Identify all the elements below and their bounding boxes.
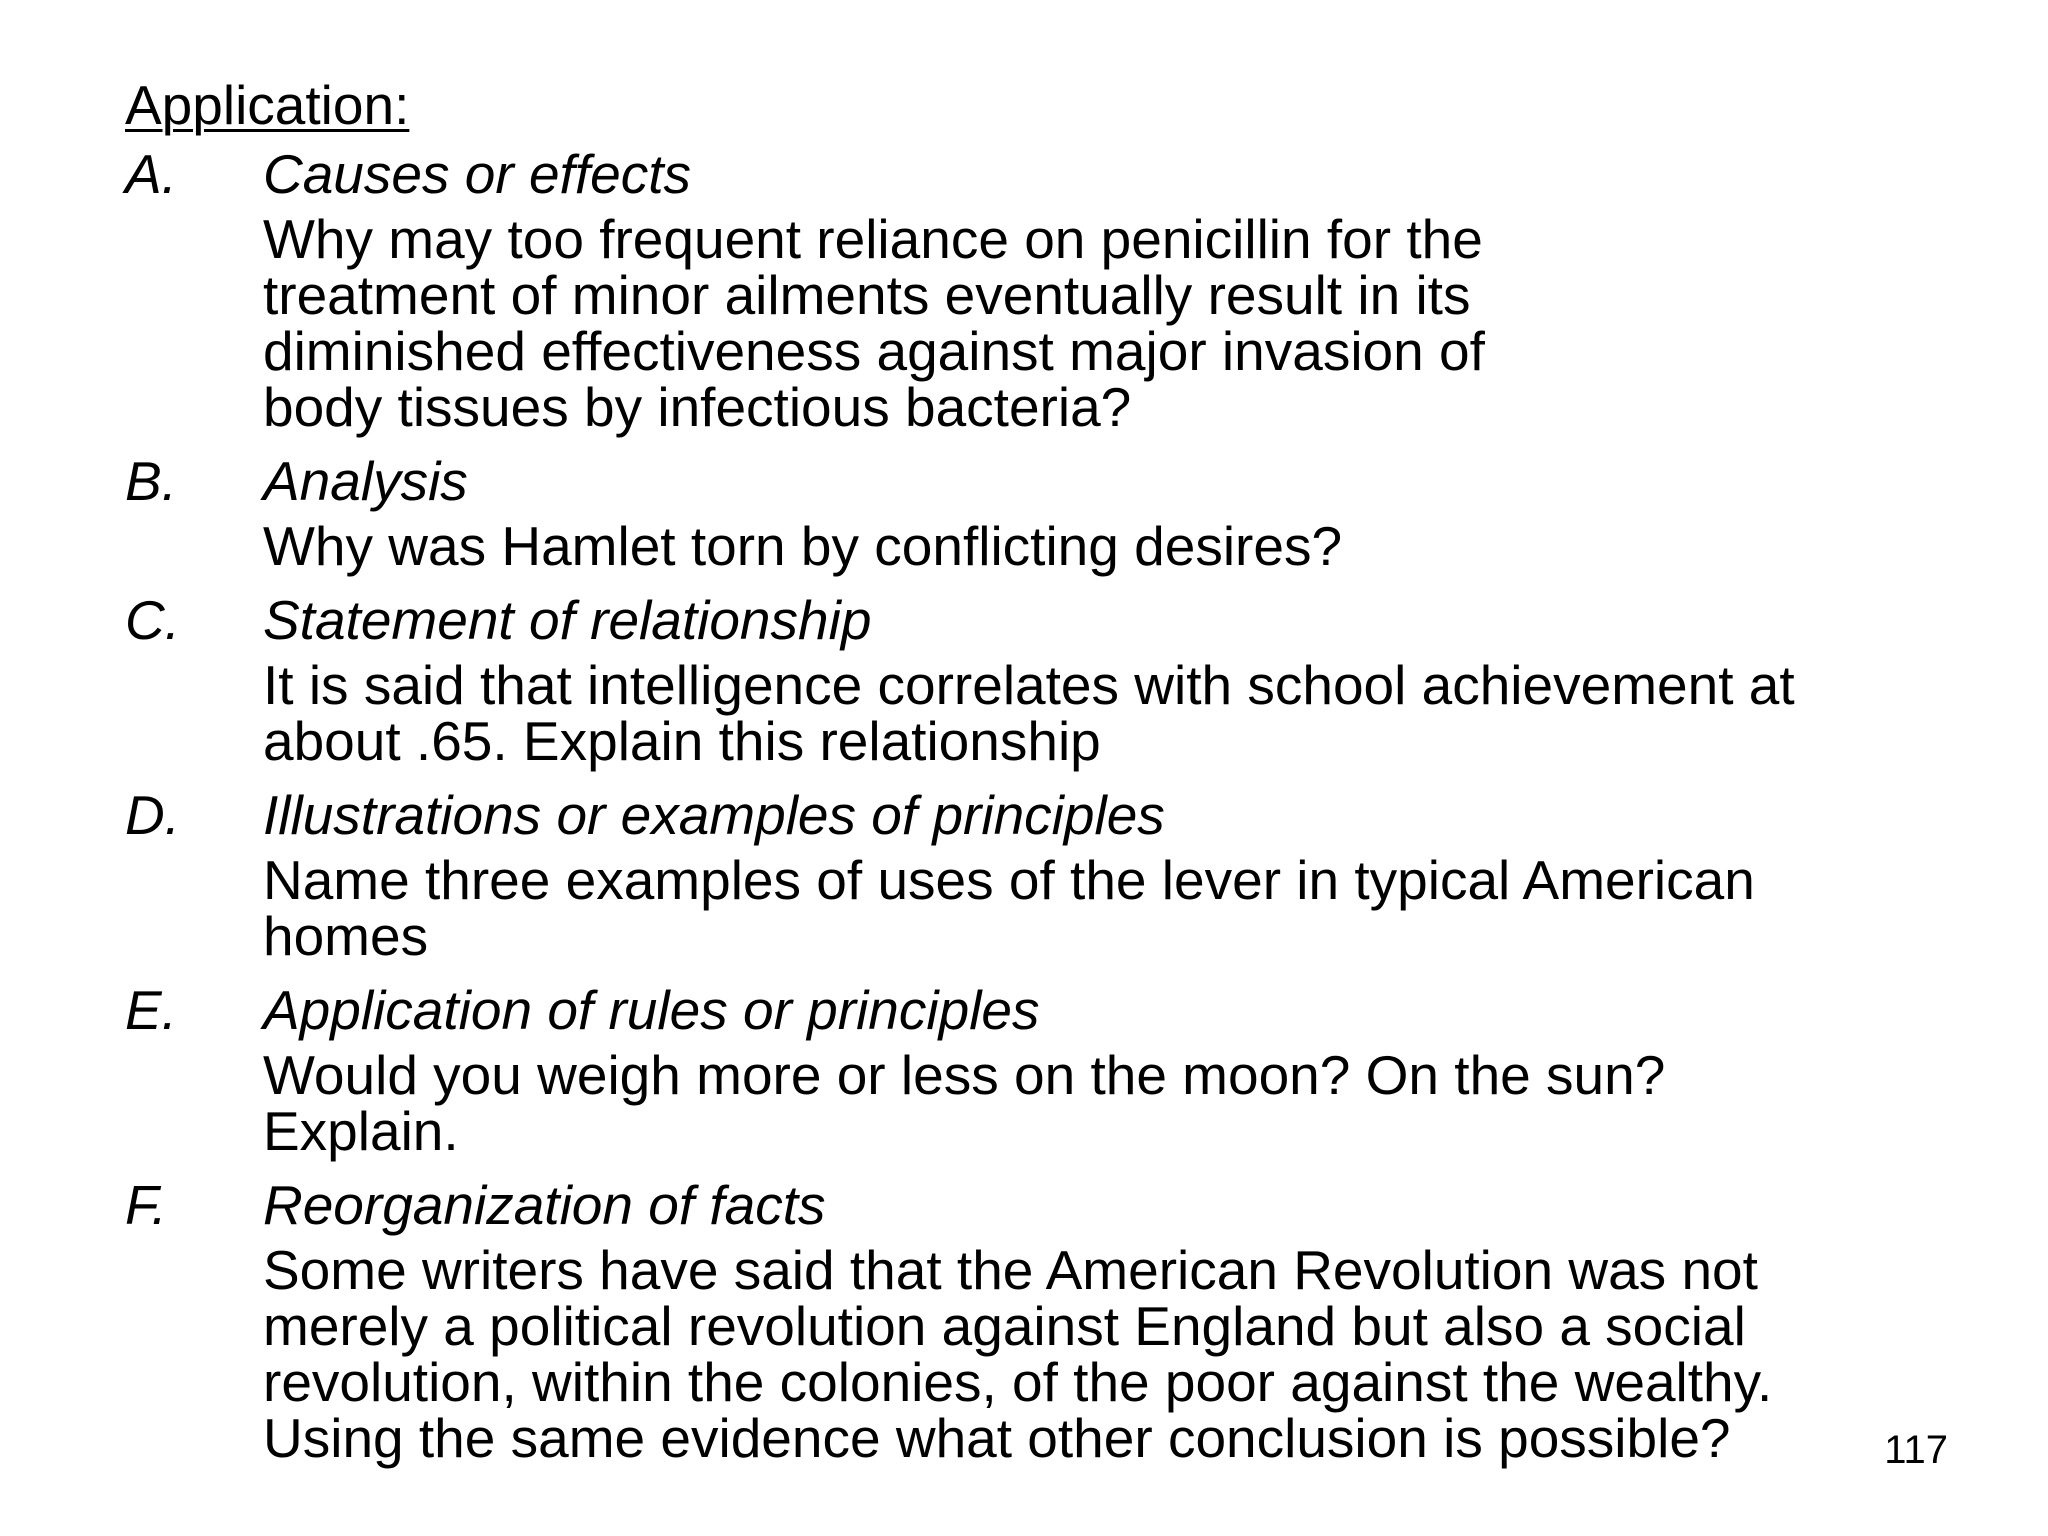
list-item-c (125, 586, 1925, 781)
item-label: Application of rules or principles (263, 979, 1040, 1041)
item-letter: B. (125, 450, 177, 512)
item-example: Name three examples of uses of the lever in typical American homes (263, 849, 1755, 967)
item-label: Analysis (263, 450, 468, 512)
item-label: Reorganization of facts (263, 1174, 826, 1236)
list-item-d (125, 781, 1925, 976)
item-header (125, 140, 1925, 209)
item-example: Would you weigh more or less on the moon? On the sun? Explain. (263, 1044, 1666, 1162)
item-letter: F. (125, 1174, 167, 1236)
item-header (125, 976, 1925, 1045)
list-item-a (125, 140, 1925, 447)
item-header (125, 586, 1925, 655)
list-item-f (125, 1171, 1925, 1478)
item-letter: C. (125, 589, 180, 651)
item-letter: A. (125, 143, 177, 205)
item-label: Illustrations or examples of principles (263, 784, 1165, 846)
list-item-b (125, 447, 1925, 586)
item-example: Some writers have said that the American Revolution was not merely a political revolution against England but also a social revolution, within the colonies, of the poor against the wealthy. Using the same evidence what other conclusion is possible? (263, 1239, 1773, 1469)
item-example: Why was Hamlet torn by conflicting desires? (263, 515, 1343, 577)
item-example: It is said that intelligence correlates with school achievement at about .65. Explain this relationship (263, 654, 1795, 772)
item-header (125, 1171, 1925, 1240)
page-number: 117 (1884, 1428, 1948, 1472)
question-type-list (125, 140, 1925, 1478)
item-label: Causes or effects (263, 143, 691, 205)
item-letter: E. (125, 979, 177, 1041)
item-header (125, 781, 1925, 850)
item-label: Statement of relationship (263, 589, 872, 651)
list-item-e (125, 976, 1925, 1171)
item-header (125, 447, 1925, 516)
item-letter: D. (125, 784, 180, 846)
item-example: Why may too frequent reliance on penicillin for the treatment of minor ailments eventually result in its diminished effectiveness against major invasion of body tissues by infectious bacteria? (263, 208, 1485, 438)
page-heading: Application: (125, 74, 410, 136)
